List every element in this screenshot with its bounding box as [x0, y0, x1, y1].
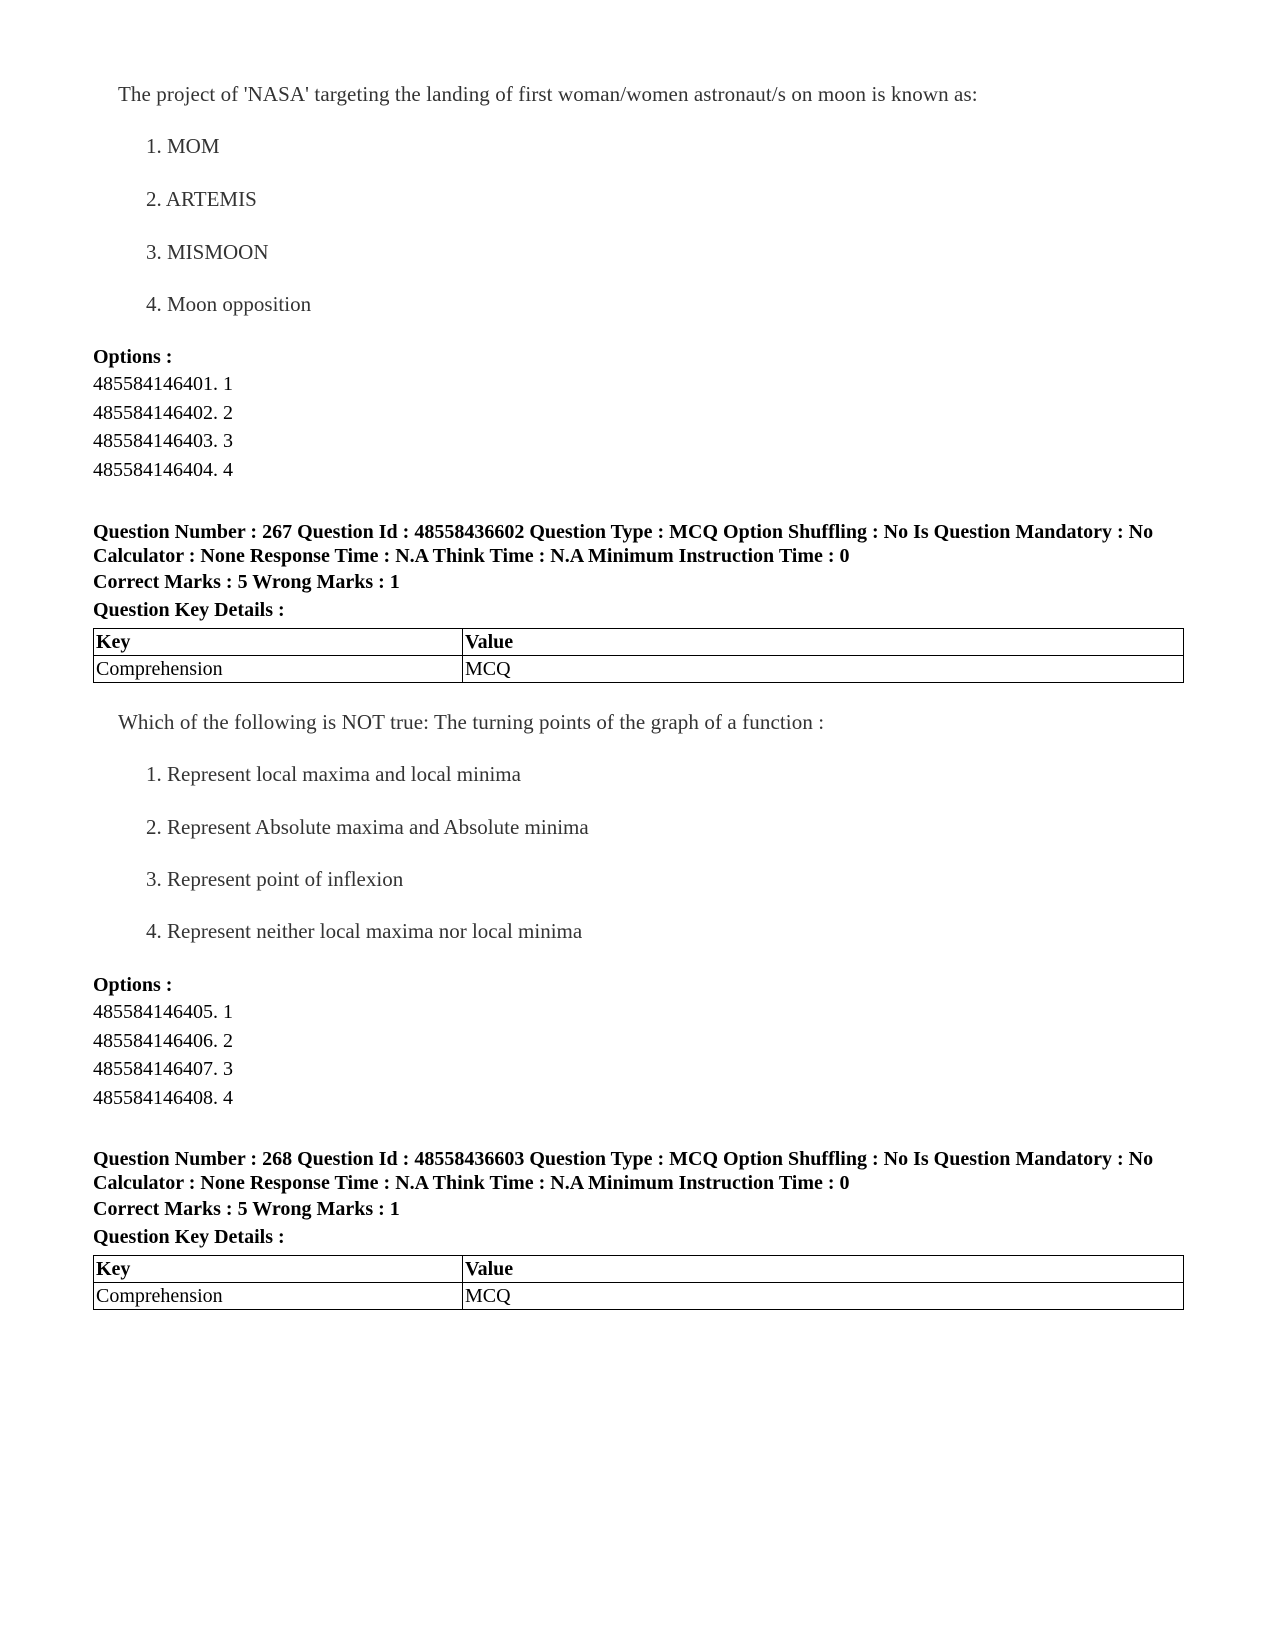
table-cell-value: MCQ [463, 656, 1184, 683]
options-title: Options : [93, 974, 173, 996]
option-line: 485584146405. 1 [93, 1001, 233, 1023]
table-cell-key: Comprehension [94, 656, 463, 683]
table-cell-key: Comprehension [94, 1283, 463, 1310]
table-header-value: Value [463, 629, 1184, 656]
question-267-stem: Which of the following is NOT true: The turning points of the graph of a function : [118, 710, 825, 734]
option-line: 485584146406. 2 [93, 1029, 233, 1052]
table-row [94, 1283, 1184, 1310]
option-line: 485584146401. 1 [93, 373, 233, 395]
question-266-stem: The project of 'NASA' targeting the landing of first woman/women astronaut/s on moon is known as: [118, 82, 978, 106]
option-line: 485584146402. 2 [93, 401, 233, 424]
option-line: 485584146404. 4 [93, 458, 233, 481]
question-267-meta: Question Number : 267 Question Id : 48558436602 Question Type : MCQ Option Shuffling : No Is Question Mandatory : No Calculator : None Response Time : N.A Think Time : N.A Minimum Instruction Time : 0 [93, 521, 1154, 567]
question-267-options [93, 972, 233, 1112]
question-268-meta: Question Number : 268 Question Id : 48558436603 Question Type : MCQ Option Shuffling : No Is Question Mandatory : No Calculator : None Response Time : N.A Think Time : N.A Minimum Instruction Time : 0 [93, 1148, 1154, 1194]
table-cell-value: MCQ [463, 1283, 1184, 1310]
question-267-key-details-title: Question Key Details : [93, 599, 285, 621]
question-267-choice-4: 4. Represent neither local maxima nor local minima [146, 919, 583, 943]
option-line: 485584146408. 4 [93, 1086, 233, 1109]
table-header-row [94, 1256, 1184, 1283]
question-266-choice-1: 1. MOM [146, 134, 220, 158]
table-header-key: Key [94, 629, 463, 656]
question-266-choice-4: 4. Moon opposition [146, 292, 312, 316]
question-267-choice-2: 2. Represent Absolute maxima and Absolute minima [146, 815, 589, 839]
question-266-choice-3: 3. MISMOON [146, 240, 269, 264]
question-267-choice-1: 1. Represent local maxima and local minima [146, 762, 521, 786]
question-266-options [93, 344, 233, 484]
question-267-key-table [93, 628, 1184, 683]
table-row [94, 656, 1184, 683]
options-title: Options : [93, 346, 173, 368]
question-268-key-table [93, 1255, 1184, 1310]
table-header-key: Key [94, 1256, 463, 1283]
table-header-row [94, 629, 1184, 656]
question-267-marks: Correct Marks : 5 Wrong Marks : 1 [93, 571, 400, 593]
table-header-value: Value [463, 1256, 1184, 1283]
option-line: 485584146403. 3 [93, 430, 233, 452]
question-266-choice-2: 2. ARTEMIS [146, 187, 257, 211]
question-268-marks: Correct Marks : 5 Wrong Marks : 1 [93, 1198, 400, 1220]
option-line: 485584146407. 3 [93, 1058, 233, 1080]
question-267-choice-3: 3. Represent point of inflexion [146, 867, 404, 891]
question-268-key-details-title: Question Key Details : [93, 1226, 285, 1248]
